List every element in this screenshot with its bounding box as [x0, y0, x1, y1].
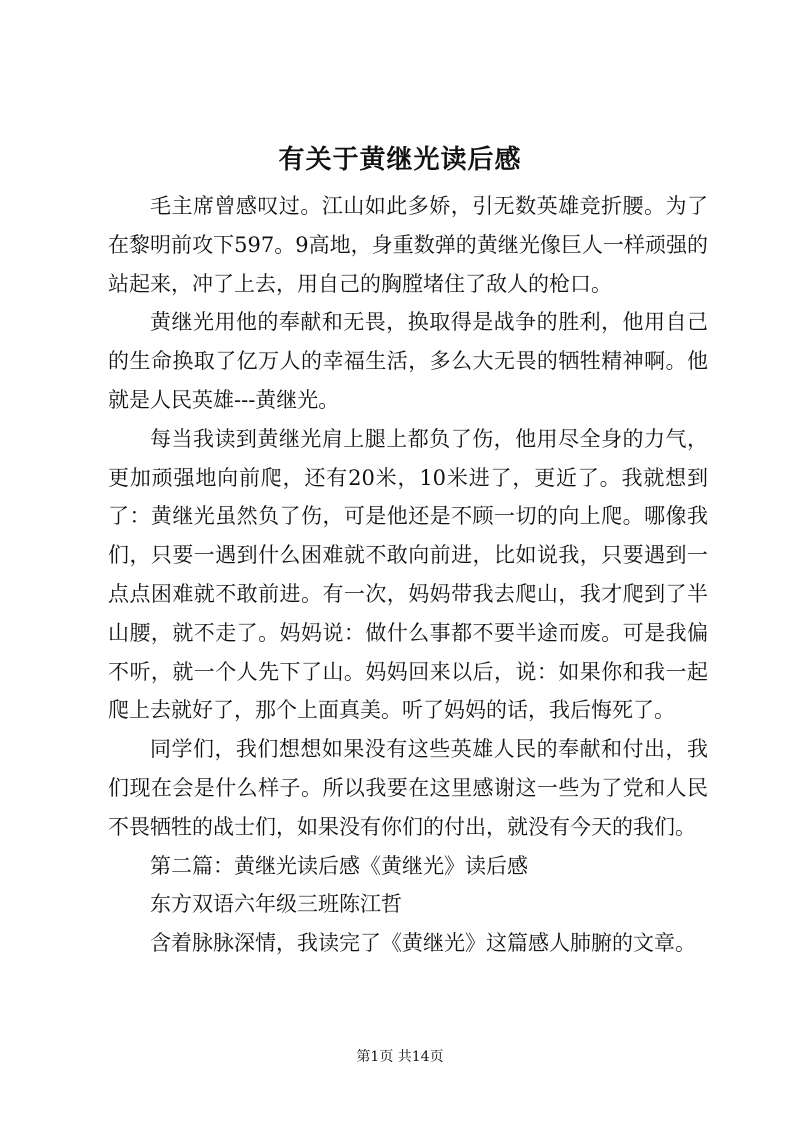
paragraph-3: 每当我读到黄继光肩上腿上都负了伤，他用尽全身的力气，更加顽强地向前爬，还有20米，10米进了，更近了。我就想到了：黄继光虽然负了伤，可是他还是不顾一切的向上爬。哪像我们，只要一遇到什么困难就不敢向前进，比如说我，只要遇到一点点困难就不敢前进。有一次，妈妈带我去爬山，我才爬到了半山腰，就不走了。妈妈说：做什么事都不要半途而废。可是我偏不听，就一个人先下了山。妈妈回来以后，说：如果你和我一起爬上去就好了，那个上面真美。听了妈妈的话，我后悔死了。 — [108, 426, 708, 723]
document-body — [108, 187, 708, 963]
paragraph-2: 黄继光用他的奉献和无畏，换取得是战争的胜利，他用自己的生命换取了亿万人的幸福生活，多么大无畏的牺牲精神啊。他就是人民英雄---黄继光。 — [108, 310, 708, 412]
page-number-footer: 第1页 共14页 — [356, 1049, 444, 1065]
author-line: 东方双语六年级三班陈江哲 — [150, 892, 402, 917]
document-title: 有关于黄继光读后感 — [278, 145, 522, 175]
paragraph-4: 同学们，我们想想如果没有这些英雄人民的奉献和付出，我们现在会是什么样子。所以我要在这里感谢这一些为了党和人民不畏牺牲的战士们，如果没有你们的付出，就没有今天的我们。 — [108, 737, 708, 839]
paragraph-5: 含着脉脉深情，我读完了《黄继光》这篇感人肺腑的文章。 — [150, 931, 696, 956]
section-heading: 第二篇：黄继光读后感《黄继光》读后感 — [150, 853, 528, 878]
paragraph-1: 毛主席曾感叹过。江山如此多娇，引无数英雄竞折腰。为了在黎明前攻下597。9高地，身重数弹的黄继光像巨人一样顽强的站起来，冲了上去，用自己的胸膛堵住了敌人的枪口。 — [108, 194, 708, 296]
